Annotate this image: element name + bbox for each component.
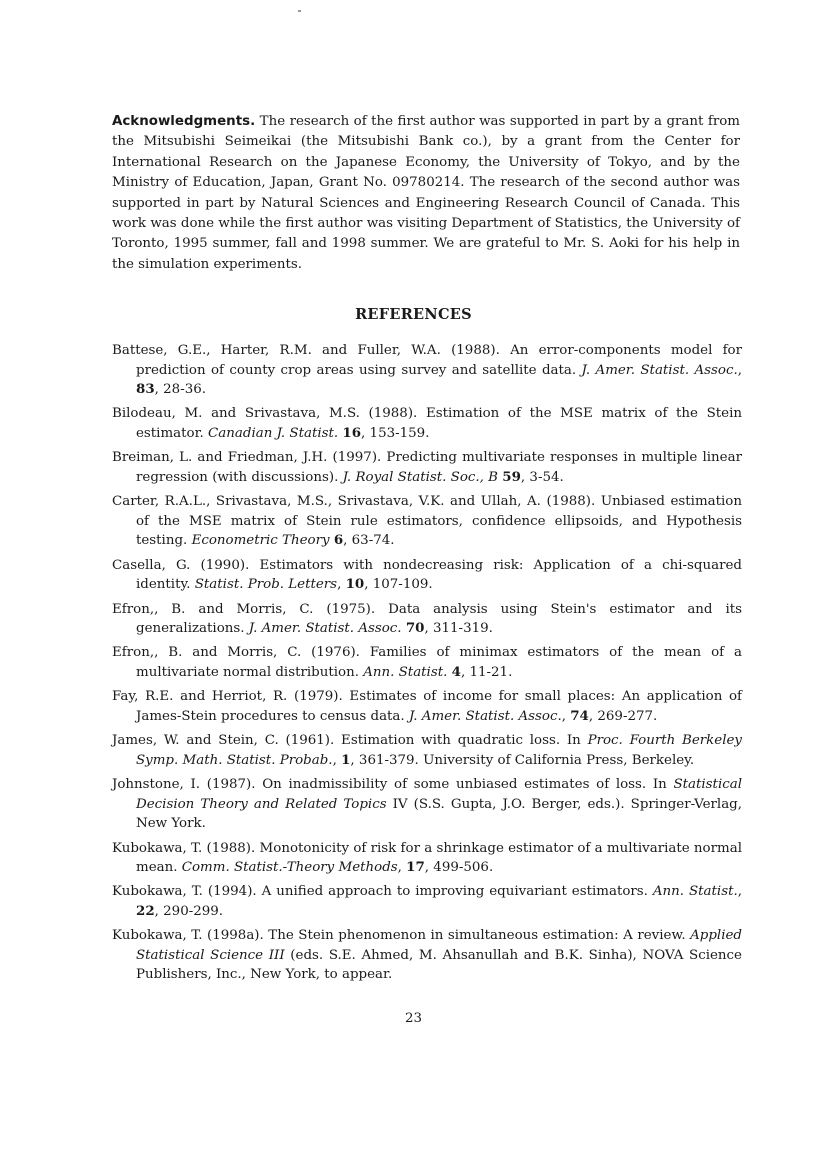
page-number: 23 — [404, 1011, 423, 1026]
reference-authors-title: Kubokawa, T. (1998a). The Stein phenomenon in simultaneous estimation: A review. — [112, 928, 691, 944]
reference-separator: , — [332, 752, 342, 768]
reference-authors-title: Kubokawa, T. (1988). Monotonicity of risk for a shrinkage estimator of a multivariate normal mean. — [112, 840, 742, 876]
reference-source: Statistical Decision Theory and Related Topics — [136, 777, 742, 812]
reference-authors-title: James, W. and Stein, C. (1961). Estimation with quadratic loss. In — [112, 733, 588, 749]
reference-volume: 74 — [570, 707, 589, 724]
reference-authors-title: Johnstone, I. (1987). On inadmissibility of some unbiased estimates of loss. In — [112, 777, 674, 793]
reference-source: J. Amer. Statist. Assoc. — [248, 621, 402, 637]
reference-volume: 16 — [342, 425, 362, 442]
reference-authors-title: Breiman, L. and Friedman, J.H. (1997). Predicting multivariate responses in multiple linear regression (with discussions). — [112, 450, 742, 485]
reference-separator: , — [737, 884, 742, 900]
reference-pages: , 107-109. — [364, 577, 433, 593]
reference-source: Comm. Statist.-Theory Methods — [181, 860, 398, 876]
reference-pages: , 361-379. University of California Press, Berkeley. — [350, 752, 695, 768]
reference-source: Econometric Theory — [191, 533, 330, 549]
reference-source: J. Royal Statist. Soc., B — [342, 469, 498, 485]
reference-volume: 22 — [136, 903, 155, 919]
reference-source: J. Amer. Statist. Assoc. — [408, 708, 562, 724]
reference-pages: , 28-36. — [154, 382, 207, 398]
reference-authors-title: Carter, R.A.L., Srivastava, M.S., Srivastava, V.K. and Ullah, A. (1988). Unbiased estimation of the MSE matrix of Stein rule estimators, confidence ellipsoids, and Hypothesis testing. — [112, 494, 742, 549]
reference-volume: 59 — [502, 468, 521, 485]
reference-item — [112, 926, 742, 985]
reference-separator: , — [737, 362, 742, 378]
reference-volume: 6 — [333, 532, 344, 549]
reference-volume: 1 — [341, 751, 351, 768]
reference-authors-title: Casella, G. (1990). Estimators with nondecreasing risk: Application of a chi-squared identity. — [112, 557, 742, 593]
acknowledgments-text: The research of the first author was supported in part by a grant from the Mitsubishi Seimeikai (the Mitsubishi Bank co.), by a grant from the Center for International Research on the Japanese Economy, the University of Tokyo, and by the Ministry of Education, Japan, Grant No. 09780214. The research of the second author was supported in part by Natural Sciences and Engineering Research Council of Canada. This work was done while the first author was visiting Department of Statistics, the University of Toronto, 1995 summer, fall and 1998 summer. We are grateful to Mr. S. Aoki for his help in the simulation experiments. — [112, 114, 740, 272]
reference-item — [112, 839, 742, 878]
reference-authors-title: Kubokawa, T. (1994). A unified approach to improving equivariant estimators. — [112, 884, 653, 900]
reference-item — [112, 731, 742, 770]
reference-authors-title: Efron,, B. and Morris, C. (1976). Families of minimax estimators of the mean of a multivariate normal distribution. — [112, 645, 742, 681]
reference-item — [112, 600, 742, 639]
reference-pages: , 269-277. — [588, 708, 658, 724]
scan-mark — [298, 10, 301, 12]
acknowledgments-paragraph — [112, 112, 740, 275]
reference-pages: , 153-159. — [361, 426, 430, 442]
reference-pages: , 311-319. — [424, 621, 493, 637]
reference-item — [112, 775, 742, 834]
reference-authors-title: Battese, G.E., Harter, R.M. and Fuller, W.A. (1988). An error-components model for prediction of county crop areas using survey and satellite data. — [112, 343, 742, 378]
reference-authors-title: Efron,, B. and Morris, C. (1975). Data analysis using Stein's estimator and its generalizations. — [112, 601, 742, 637]
reference-source: Ann. Statist. — [363, 665, 448, 681]
reference-source: J. Amer. Statist. Assoc. — [581, 362, 738, 378]
reference-volume: 83 — [136, 381, 155, 398]
reference-source: Ann. Statist. — [652, 884, 738, 900]
acknowledgments-heading: Acknowledgments. — [112, 114, 256, 129]
reference-pages: , 11-21. — [460, 665, 513, 681]
references-list — [112, 341, 742, 990]
reference-item — [112, 687, 742, 726]
reference-item — [112, 882, 742, 921]
reference-volume: 10 — [345, 576, 365, 593]
reference-pages: , 290-299. — [154, 904, 224, 919]
reference-item — [112, 448, 742, 487]
reference-volume: 17 — [406, 859, 425, 876]
reference-separator: , — [337, 577, 346, 593]
reference-authors-title: Bilodeau, M. and Srivastava, M.S. (1988). Estimation of the MSE matrix of the Stein estimator. — [112, 406, 742, 442]
reference-item — [112, 341, 742, 400]
reference-separator: , — [397, 860, 407, 876]
reference-pages: IV (S.S. Gupta, J.O. Berger, eds.). Springer-Verlag, New York. — [136, 796, 743, 832]
reference-separator: , — [561, 708, 571, 724]
reference-item — [112, 643, 742, 682]
reference-volume: 70 — [405, 620, 425, 637]
reference-item — [112, 556, 742, 595]
reference-source: Applied Statistical Science III — [136, 928, 742, 963]
reference-item — [112, 404, 742, 443]
reference-item — [112, 492, 742, 551]
reference-pages: , 499-506. — [424, 860, 494, 876]
reference-pages: , 3-54. — [520, 469, 564, 485]
reference-pages: , 63-74. — [343, 533, 395, 549]
reference-source: Canadian J. Statist. — [208, 426, 339, 442]
references-heading: REFERENCES — [355, 306, 472, 323]
reference-volume: 4 — [451, 664, 461, 681]
reference-source: Proc. Fourth Berkeley Symp. Math. Statist. Probab. — [136, 733, 742, 768]
reference-authors-title: Fay, R.E. and Herriot, R. (1979). Estimates of income for small places: An application of James-Stein procedures to census data. — [112, 689, 742, 724]
reference-source: Statist. Prob. Letters — [194, 577, 338, 593]
reference-pages: (eds. S.E. Ahmed, M. Ahsanullah and B.K. Sinha), NOVA Science Publishers, Inc., New York, to appear. — [136, 947, 742, 983]
